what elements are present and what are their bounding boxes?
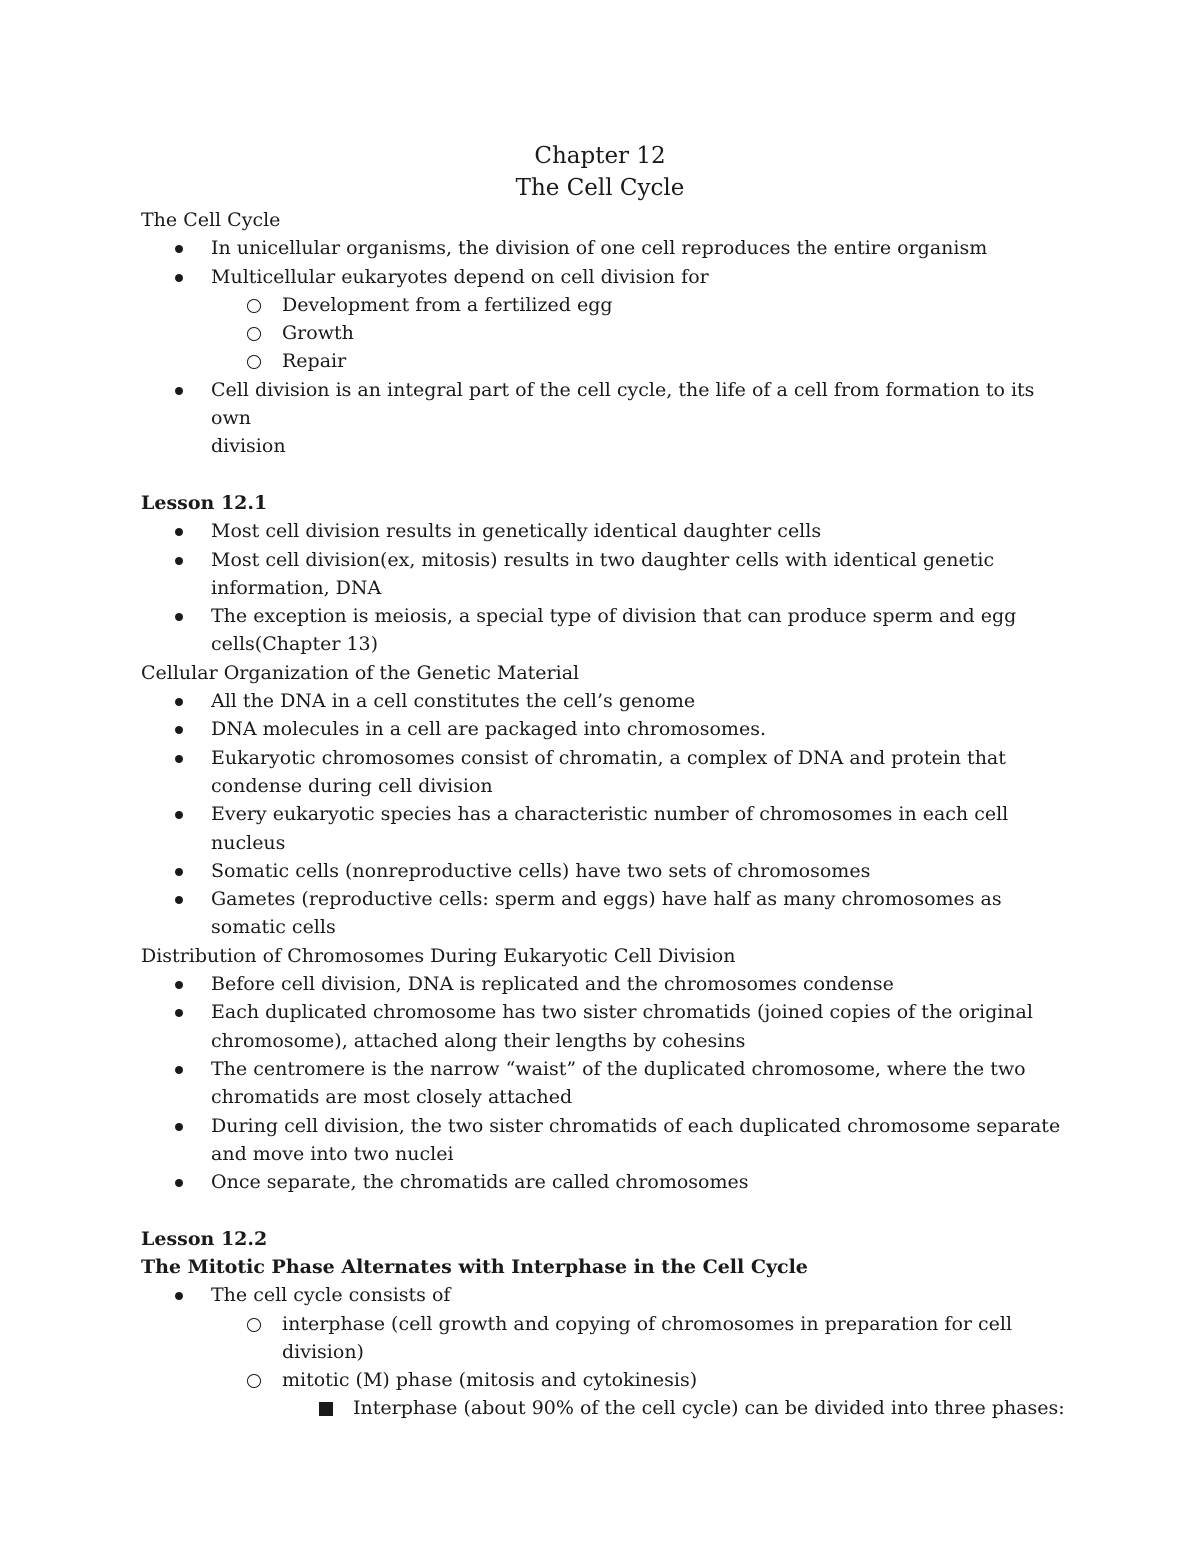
lesson-12-1-list	[141, 517, 1071, 658]
list-item: Every eukaryotic species has a characteristic number of chromosomes in each cell nucleus	[141, 800, 1071, 857]
list-item: Eukaryotic chromosomes consist of chromatin, a complex of DNA and protein that condense during cell division	[141, 744, 1071, 801]
bullet-dot-icon	[175, 602, 183, 630]
bullet-dot-icon	[175, 234, 183, 262]
bullet-circle-icon	[247, 1366, 261, 1397]
chapter-subtitle: The Cell Cycle	[515, 175, 685, 201]
list-item: Most cell division results in genetically identical daughter cells	[141, 517, 1071, 545]
list-item: Cell division is an integral part of the cell cycle, the life of a cell from formation to its own division	[141, 376, 1071, 461]
list-item: Gametes (reproductive cells: sperm and eggs) have half as many chromosomes as somatic cells	[141, 885, 1071, 942]
bullet-dot-icon	[175, 1168, 183, 1196]
bullet-circle-icon	[247, 319, 261, 350]
sub-list-item: Growth	[141, 319, 1071, 347]
bullet-dot-icon	[175, 998, 183, 1026]
bullet-dot-icon	[175, 744, 183, 772]
list-item: Each duplicated chromosome has two sister chromatids (joined copies of the original chromosome), attached along their lengths by cohesins	[141, 998, 1071, 1055]
bullet-dot-icon	[175, 517, 183, 545]
bullet-circle-icon	[247, 347, 261, 378]
bullet-dot-icon	[175, 715, 183, 743]
bullet-dot-icon	[175, 885, 183, 913]
bullet-dot-icon	[175, 857, 183, 885]
sub-list-item: interphase (cell growth and copying of chromosomes in preparation for cell division)	[141, 1310, 1071, 1367]
list-item: The exception is meiosis, a special type of division that can produce sperm and egg cells(Chapter 13)	[141, 602, 1071, 659]
sub-list-item: mitotic (M) phase (mitosis and cytokinesis)	[141, 1366, 1071, 1394]
list-item: The cell cycle consists of	[141, 1281, 1071, 1309]
bullet-dot-icon	[175, 1281, 183, 1309]
list-item: Once separate, the chromatids are called chromosomes	[141, 1168, 1071, 1196]
cellular-organization-list	[141, 687, 1071, 942]
lesson-12-1-heading: Lesson 12.1	[141, 491, 268, 514]
list-item: Multicellular eukaryotes depend on cell division for	[141, 263, 1071, 291]
bullet-dot-icon	[175, 376, 183, 404]
distribution-list	[141, 970, 1071, 1196]
list-item: Somatic cells (nonreproductive cells) have two sets of chromosomes	[141, 857, 1071, 885]
bullet-dot-icon	[175, 687, 183, 715]
lesson-12-2-subheading: The Mitotic Phase Alternates with Interphase in the Cell Cycle	[141, 1255, 808, 1278]
list-item: During cell division, the two sister chromatids of each duplicated chromosome separate and move into two nuclei	[141, 1112, 1071, 1169]
lesson-12-2-list	[141, 1281, 1071, 1422]
section-heading-cell-cycle: The Cell Cycle	[141, 209, 281, 231]
sub-list-item: Repair	[141, 347, 1071, 375]
sub-sub-list-item: Interphase (about 90% of the cell cycle) can be divided into three phases:	[141, 1394, 1071, 1422]
bullet-dot-icon	[175, 1055, 183, 1083]
list-item: Before cell division, DNA is replicated and the chromosomes condense	[141, 970, 1071, 998]
document-body	[141, 206, 1071, 1423]
cell-cycle-list	[141, 234, 1071, 460]
bullet-circle-icon	[247, 1310, 261, 1341]
list-item: In unicellular organisms, the division of one cell reproduces the entire organism	[141, 234, 1071, 262]
chapter-title: Chapter 12	[534, 143, 666, 169]
bullet-circle-icon	[247, 291, 261, 322]
list-item: The centromere is the narrow “waist” of the duplicated chromosome, where the two chromatids are most closely attached	[141, 1055, 1071, 1112]
bullet-dot-icon	[175, 1112, 183, 1140]
list-item: DNA molecules in a cell are packaged into chromosomes.	[141, 715, 1071, 743]
bullet-square-icon	[319, 1394, 333, 1423]
bullet-dot-icon	[175, 800, 183, 828]
lesson-12-2-heading: Lesson 12.2	[141, 1227, 268, 1250]
list-item: Most cell division(ex, mitosis) results in two daughter cells with identical genetic information, DNA	[141, 546, 1071, 603]
bullet-dot-icon	[175, 263, 183, 291]
bullet-dot-icon	[175, 546, 183, 574]
section-heading-cellular-organization: Cellular Organization of the Genetic Material	[141, 661, 580, 684]
sub-list-item: Development from a fertilized egg	[141, 291, 1071, 319]
section-heading-distribution: Distribution of Chromosomes During Eukaryotic Cell Division	[141, 944, 736, 967]
list-item: All the DNA in a cell constitutes the cell’s genome	[141, 687, 1071, 715]
bullet-dot-icon	[175, 970, 183, 998]
